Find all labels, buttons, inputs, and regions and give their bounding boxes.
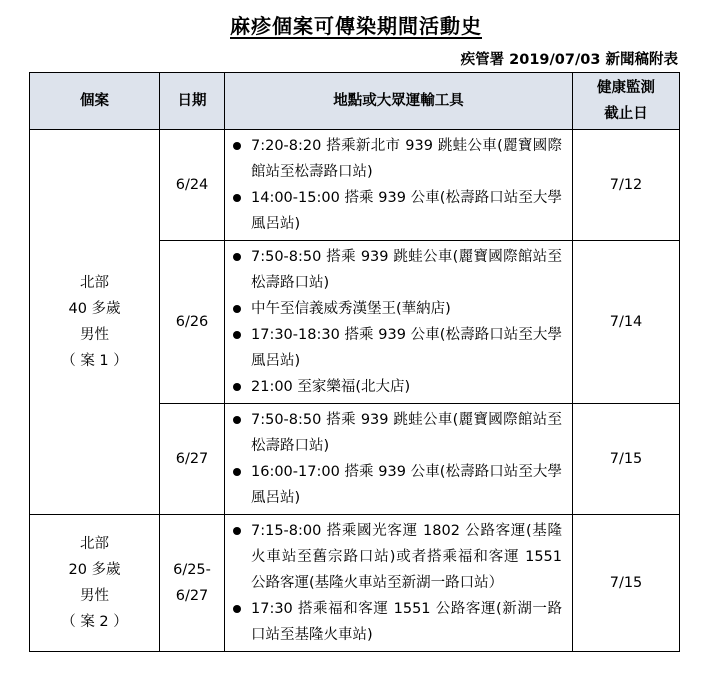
- list-item: [231, 322, 562, 374]
- bullet-icon: [233, 416, 241, 424]
- list-item: [231, 596, 562, 648]
- case-region: 北部: [80, 275, 109, 291]
- activity-text: 16:00-17:00 搭乘 939 公車(松壽路口站至大學風呂站): [251, 464, 562, 506]
- list-item: [231, 296, 562, 322]
- header-monitor-line2: 截止日: [604, 106, 648, 122]
- activity-list: [231, 244, 562, 400]
- header-case: 個案: [30, 73, 160, 130]
- case-sex: 男性: [80, 327, 109, 343]
- case-age: 40 多歲: [68, 301, 121, 317]
- activity-text: 17:30-18:30 搭乘 939 公車(松壽路口站至大學風呂站): [251, 327, 562, 369]
- date-cell: [160, 515, 225, 652]
- page-title-text: 麻疹個案可傳染期間活動史: [230, 14, 482, 38]
- bullet-icon: [233, 527, 241, 535]
- bullet-icon: [233, 468, 241, 476]
- activity-text: 7:50-8:50 搭乘 939 跳蛙公車(麗寶國際館站至松壽路口站): [251, 412, 562, 454]
- list-item: [231, 185, 562, 237]
- date-cell: 6/26: [160, 241, 225, 404]
- bullet-icon: [233, 331, 241, 339]
- list-item: [231, 459, 562, 511]
- location-cell: [225, 241, 573, 404]
- list-item: [231, 518, 562, 596]
- date-line-1: 6/25-: [173, 562, 211, 578]
- location-cell: [225, 404, 573, 515]
- table-row: [30, 130, 680, 241]
- location-cell: [225, 130, 573, 241]
- list-item: [231, 244, 562, 296]
- bullet-icon: [233, 142, 241, 150]
- header-monitor-line1: 健康監測: [597, 80, 655, 96]
- activity-text: 21:00 至家樂福(北大店): [251, 379, 411, 395]
- case-cell: [30, 515, 160, 652]
- bullet-icon: [233, 605, 241, 613]
- case-sex: 男性: [80, 588, 109, 604]
- bullet-icon: [233, 194, 241, 202]
- case-label: （ 案 1 ）: [61, 353, 128, 369]
- table-header-row: [30, 73, 680, 130]
- list-item: [231, 407, 562, 459]
- case-region: 北部: [80, 536, 109, 552]
- case-label: （ 案 2 ）: [61, 614, 128, 630]
- monitor-cell: 7/12: [573, 130, 680, 241]
- activity-list: [231, 518, 562, 648]
- case-cell: [30, 130, 160, 515]
- page-subtitle: 疾管署 2019/07/03 新聞稿附表: [460, 52, 678, 68]
- case-age: 20 多歲: [68, 562, 121, 578]
- monitor-cell: 7/15: [573, 404, 680, 515]
- header-monitor: [573, 73, 680, 130]
- date-line-2: 6/27: [175, 588, 209, 604]
- monitor-cell: 7/15: [573, 515, 680, 652]
- location-cell: [225, 515, 573, 652]
- list-item: [231, 374, 562, 400]
- activity-text: 7:20-8:20 搭乘新北市 939 跳蛙公車(麗寶國際館站至松壽路口站): [251, 138, 562, 180]
- list-item: [231, 133, 562, 185]
- table-row: [30, 515, 680, 652]
- activity-text: 7:50-8:50 搭乘 939 跳蛙公車(麗寶國際館站至松壽路口站): [251, 249, 562, 291]
- bullet-icon: [233, 383, 241, 391]
- monitor-cell: 7/14: [573, 241, 680, 404]
- activity-list: [231, 133, 562, 237]
- activity-list: [231, 407, 562, 511]
- date-cell: 6/24: [160, 130, 225, 241]
- header-date: 日期: [160, 73, 225, 130]
- activity-table: [29, 72, 680, 652]
- activity-text: 中午至信義威秀漢堡王(華納店): [251, 301, 451, 317]
- activity-text: 7:15-8:00 搭乘國光客運 1802 公路客運(基隆火車站至舊宗路口站)或者搭乘福和客運 1551 公路客運(基隆火車站至新湖一路口站）: [251, 523, 562, 591]
- activity-text: 17:30 搭乘福和客運 1551 公路客運(新湖一路口站至基隆火車站): [251, 601, 562, 643]
- activity-text: 14:00-15:00 搭乘 939 公車(松壽路口站至大學風呂站): [251, 190, 562, 232]
- page-title: [0, 10, 712, 39]
- header-location: 地點或大眾運輸工具: [225, 73, 573, 130]
- bullet-icon: [233, 253, 241, 261]
- bullet-icon: [233, 305, 241, 313]
- date-cell: 6/27: [160, 404, 225, 515]
